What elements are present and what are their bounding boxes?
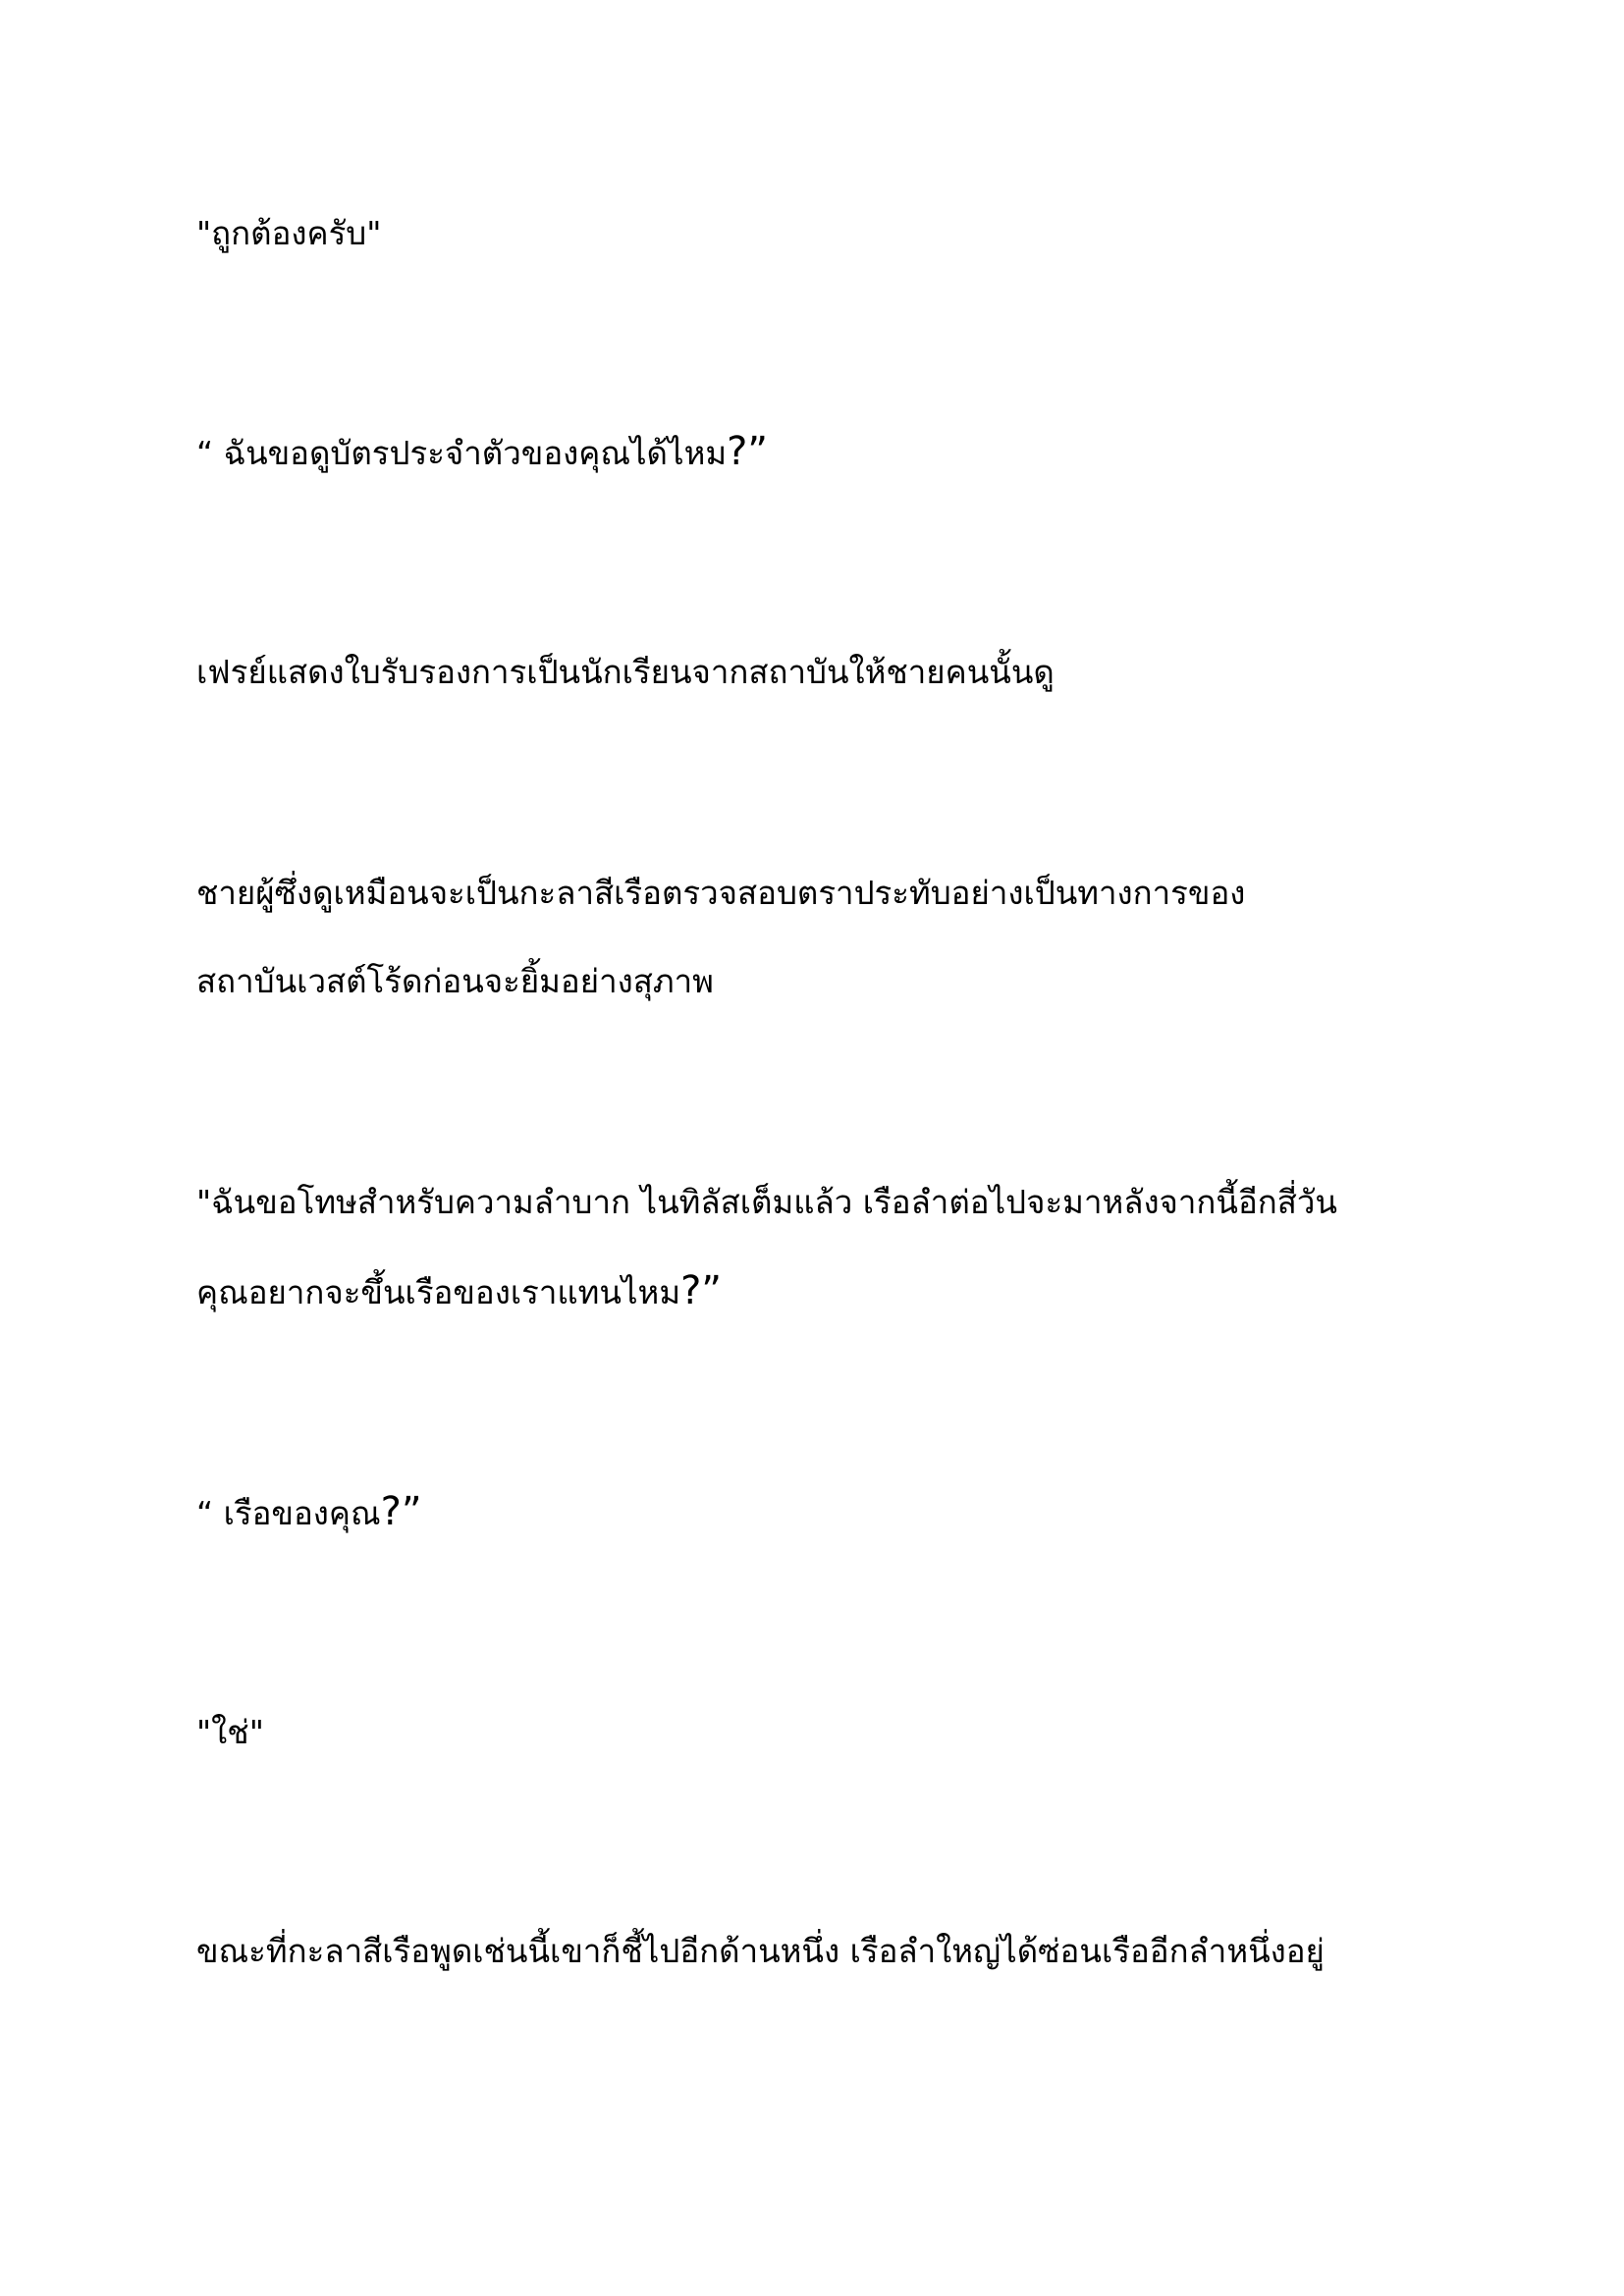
- paragraph-4-line-2: [196, 962, 714, 1001]
- paragraph-3-text: เฟรย์แสดงใบรับรองการเป็นนักเรียนจากสถาบันให้ชายคนนั้นดู: [196, 653, 1055, 691]
- paragraph-1: [196, 214, 381, 253]
- paragraph-5-line-1-text: "ฉันขอโทษสำหรับความลำบาก ไนทิลัสเต็มแล้ว เรือลำต่อไปจะมาหลังจากนี้อีกสี่วัน: [196, 1183, 1337, 1221]
- paragraph-1-text: "ถูกต้องครับ": [196, 214, 382, 252]
- paragraph-5-line-2: [196, 1268, 723, 1313]
- paragraph-6: [196, 1489, 422, 1534]
- paragraph-7: [196, 1713, 264, 1752]
- paragraph-2: [196, 429, 769, 474]
- paragraph-6-question-mark: ?”: [380, 1489, 422, 1534]
- paragraph-4-line-1: [196, 874, 1245, 913]
- paragraph-3: [196, 653, 1055, 692]
- paragraph-5-line-2-text: คุณอยากจะขึ้นเรือของเราแทนไหม: [196, 1273, 681, 1311]
- paragraph-4-line-1-text: ชายผู้ซึ่งดูเหมือนจะเป็นกะลาสีเรือตรวจสอบตราประทับอย่างเป็นทางการของ: [196, 874, 1246, 912]
- paragraph-8: [196, 1932, 1325, 1971]
- paragraph-8-text: ขณะที่กะลาสีเรือพูดเช่นนี้เขาก็ชี้ไปอีกด้านหนึ่ง เรือลำใหญ่ได้ซ่อนเรืออีกลำหนึ่งอยู่: [196, 1932, 1325, 1970]
- paragraph-7-text: "ใช่": [196, 1713, 264, 1751]
- paragraph-2-text: “ ฉันขอดูบัตรประจำตัวของคุณได้ไหม: [196, 434, 728, 472]
- paragraph-5-question-mark: ?”: [680, 1268, 723, 1313]
- paragraph-6-text: “ เรือของคุณ: [196, 1494, 381, 1532]
- paragraph-5-line-1: [196, 1183, 1337, 1222]
- paragraph-2-question-mark: ?”: [727, 429, 769, 474]
- paragraph-4-line-2-text: สถาบันเวสต์โร้ดก่อนจะยิ้มอย่างสุภาพ: [196, 962, 714, 1000]
